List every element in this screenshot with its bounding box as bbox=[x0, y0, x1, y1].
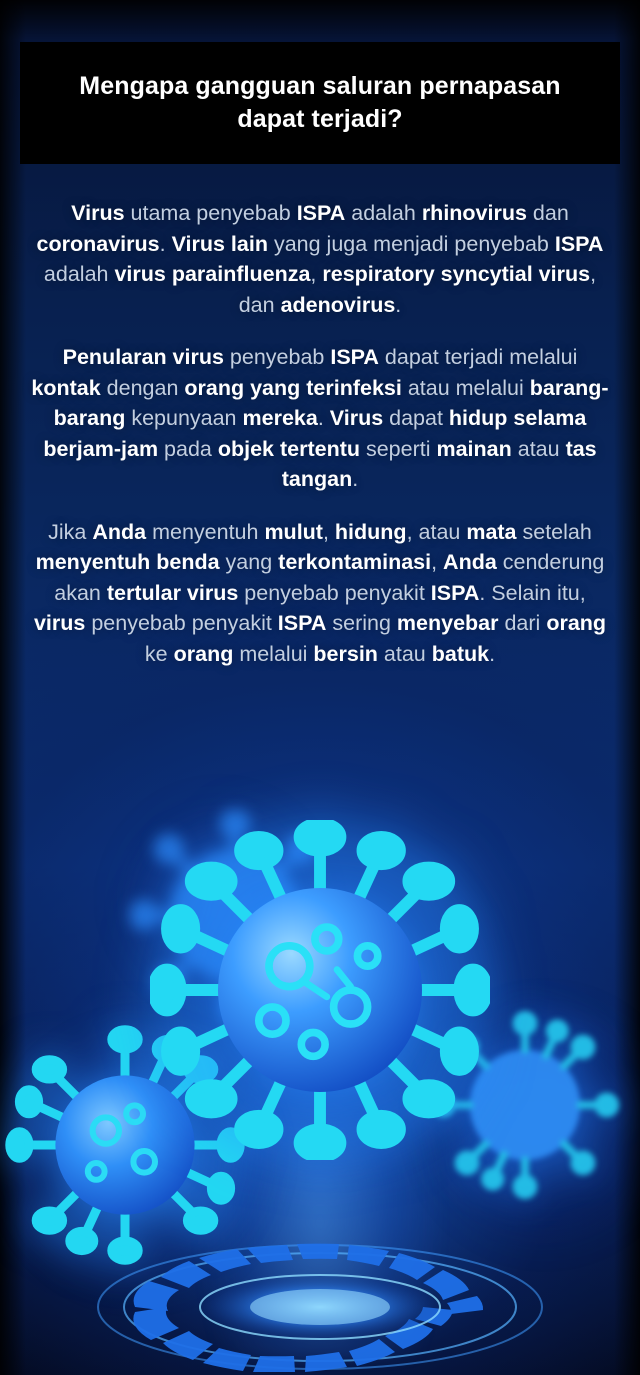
highlighted-term: virus bbox=[33, 611, 86, 636]
highlighted-term: bersin bbox=[313, 641, 378, 666]
body-text-run: , dan bbox=[238, 262, 597, 317]
body-text-run: , atau bbox=[406, 519, 467, 544]
highlighted-term: Penularan virus bbox=[62, 345, 224, 370]
body-text-run: , bbox=[431, 550, 444, 575]
body-text-run: ke bbox=[144, 641, 174, 666]
highlighted-term: barang-barang bbox=[53, 375, 609, 431]
body-text-run: yang juga menjadi penyebab bbox=[267, 231, 555, 256]
body-text-run: seperti bbox=[360, 436, 437, 461]
hologram-platform bbox=[95, 1242, 545, 1372]
body-text-run: , bbox=[322, 519, 335, 544]
body-text-run: Jika bbox=[48, 519, 93, 544]
body-text-run: atau melalui bbox=[401, 375, 530, 400]
body-text-run: dari bbox=[498, 611, 547, 636]
highlighted-term: menyentuh benda bbox=[35, 550, 220, 575]
top-vignette bbox=[0, 0, 640, 40]
body-text-run: . bbox=[317, 406, 330, 431]
virus-illustration bbox=[0, 780, 640, 1375]
highlighted-term: ISPA bbox=[277, 611, 327, 636]
body-text-run: yang bbox=[219, 550, 279, 575]
highlighted-term: ISPA bbox=[430, 580, 480, 605]
highlighted-term: virus parainfluenza bbox=[114, 262, 311, 287]
title-line-1: Mengapa gangguan saluran pernapasan bbox=[79, 72, 561, 100]
body-text-run: setelah bbox=[516, 519, 592, 544]
body-text-run: penyebab bbox=[223, 345, 331, 370]
highlighted-term: objek tertentu bbox=[217, 436, 360, 461]
body-text-run: cenderung akan bbox=[54, 550, 605, 605]
highlighted-term: orang yang terinfeksi bbox=[184, 375, 402, 400]
highlighted-term: menyebar bbox=[396, 611, 499, 636]
body-text-run: penyebab penyakit bbox=[238, 580, 431, 605]
highlighted-term: mulut bbox=[264, 519, 323, 544]
highlighted-term: hidung bbox=[334, 519, 407, 544]
paragraph-2 bbox=[26, 342, 614, 495]
virus-particle-main bbox=[150, 820, 490, 1160]
body-text-run: utama penyebab bbox=[124, 201, 297, 225]
paragraph-1 bbox=[26, 198, 614, 320]
body-text-run: . bbox=[159, 231, 172, 256]
highlighted-term: mainan bbox=[436, 436, 512, 461]
title-card bbox=[20, 42, 620, 164]
highlighted-term: Virus lain bbox=[171, 231, 268, 256]
body-text-run: adalah bbox=[345, 201, 422, 225]
body-text-run: dan bbox=[526, 201, 569, 225]
body-text-run: . bbox=[352, 467, 359, 492]
highlighted-term: Virus bbox=[329, 406, 384, 431]
highlighted-term: ISPA bbox=[330, 345, 379, 370]
body-text-run: pada bbox=[158, 436, 218, 461]
body-text-run: , bbox=[310, 262, 323, 287]
highlighted-term: Virus bbox=[71, 201, 125, 225]
body-text-run: atau bbox=[377, 641, 432, 666]
body-text-run: dengan bbox=[100, 375, 185, 400]
highlighted-term: batuk bbox=[431, 641, 490, 666]
highlighted-term: coronavirus bbox=[36, 231, 160, 256]
highlighted-term: ISPA bbox=[296, 201, 346, 225]
body-text-run: . Selain itu, bbox=[479, 580, 586, 605]
highlighted-term: kontak bbox=[31, 375, 101, 400]
highlighted-term: mereka bbox=[242, 406, 318, 431]
body-text-run: melalui bbox=[233, 641, 314, 666]
body-text-run: atau bbox=[511, 436, 566, 461]
highlighted-term: Anda bbox=[92, 519, 147, 544]
body-text-run: penyebab penyakit bbox=[85, 611, 278, 636]
highlighted-term: adenovirus bbox=[280, 292, 396, 317]
body-copy bbox=[26, 198, 614, 669]
page-title bbox=[79, 70, 560, 136]
body-text-run: dapat bbox=[383, 406, 449, 431]
title-line-2: dapat terjadi? bbox=[237, 105, 403, 133]
highlighted-term: ISPA bbox=[554, 231, 604, 256]
highlighted-term: rhinovirus bbox=[421, 201, 527, 225]
highlighted-term: terkontaminasi bbox=[278, 550, 432, 575]
body-text-run: menyentuh bbox=[146, 519, 265, 544]
body-text-run: sering bbox=[326, 611, 397, 636]
paragraph-3 bbox=[26, 517, 614, 670]
highlighted-term: tas tangan bbox=[281, 436, 597, 492]
highlighted-term: orang bbox=[546, 611, 607, 636]
highlighted-term: tertular virus bbox=[106, 580, 239, 605]
highlighted-term: Anda bbox=[443, 550, 497, 575]
body-text-run: . bbox=[395, 292, 402, 317]
highlighted-term: hidup selama berjam-jam bbox=[43, 406, 587, 461]
body-text-run: dapat terjadi melalui bbox=[378, 345, 578, 370]
body-text-run: . bbox=[489, 641, 496, 666]
highlighted-term: mata bbox=[466, 519, 517, 544]
highlighted-term: orang bbox=[173, 641, 234, 666]
body-text-run: kepunyaan bbox=[125, 406, 243, 431]
highlighted-term: respiratory syncytial virus bbox=[322, 262, 591, 287]
body-text-run: adalah bbox=[43, 262, 115, 287]
